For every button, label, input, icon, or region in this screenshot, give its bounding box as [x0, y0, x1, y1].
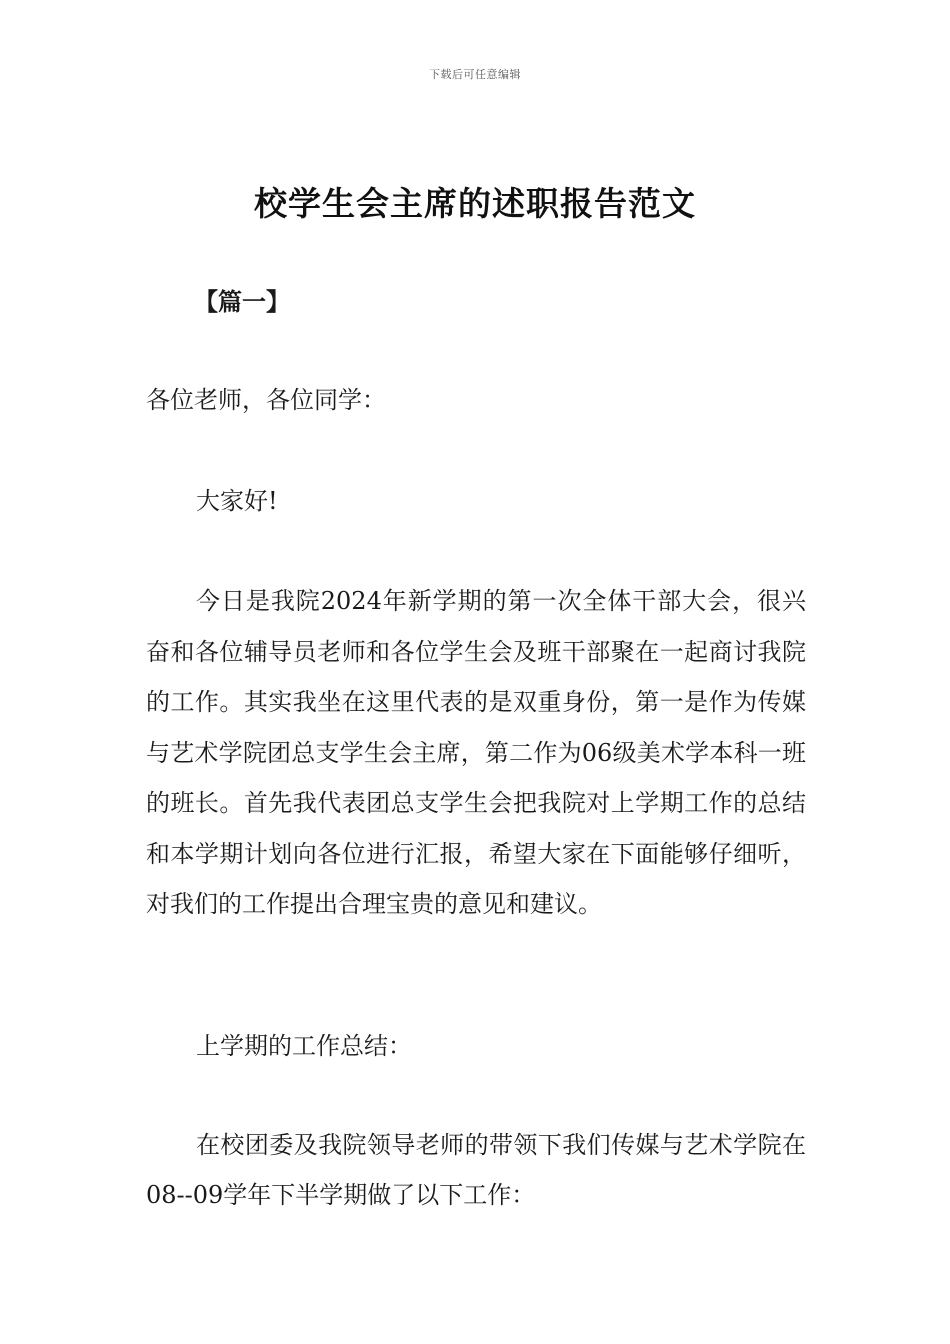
header-note: 下载后可任意编辑: [429, 68, 521, 81]
paragraph-intro: 今日是我院2024年新学期的第一次全体干部大会，很兴奋和各位辅导员老师和各位学生会及班干部聚在一起商讨我院的工作。其实我坐在这里代表的是双重身份，第一是作为传媒与艺术学院团总支学生会主席，第二作为06级美术学本科一班的班长。首先我代表团总支学生会把我院对上学期工作的总结和本学期计划向各位进行汇报，希望大家在下面能够仔细听，对我们的工作提出合理宝贵的意见和建议。: [146, 587, 806, 918]
document-title: 校学生会主席的述职报告范文: [254, 184, 696, 223]
summary-heading: 上学期的工作总结：: [196, 1032, 412, 1060]
section-label: 【篇一】: [194, 288, 290, 316]
hello-line: 大家好!: [196, 487, 278, 515]
paragraph-work: 在校团委及我院领导老师的带领下我们传媒与艺术学院在08--09学年下半学期做了以下工作：: [146, 1131, 806, 1209]
greeting-line: 各位老师，各位同学：: [146, 386, 386, 414]
